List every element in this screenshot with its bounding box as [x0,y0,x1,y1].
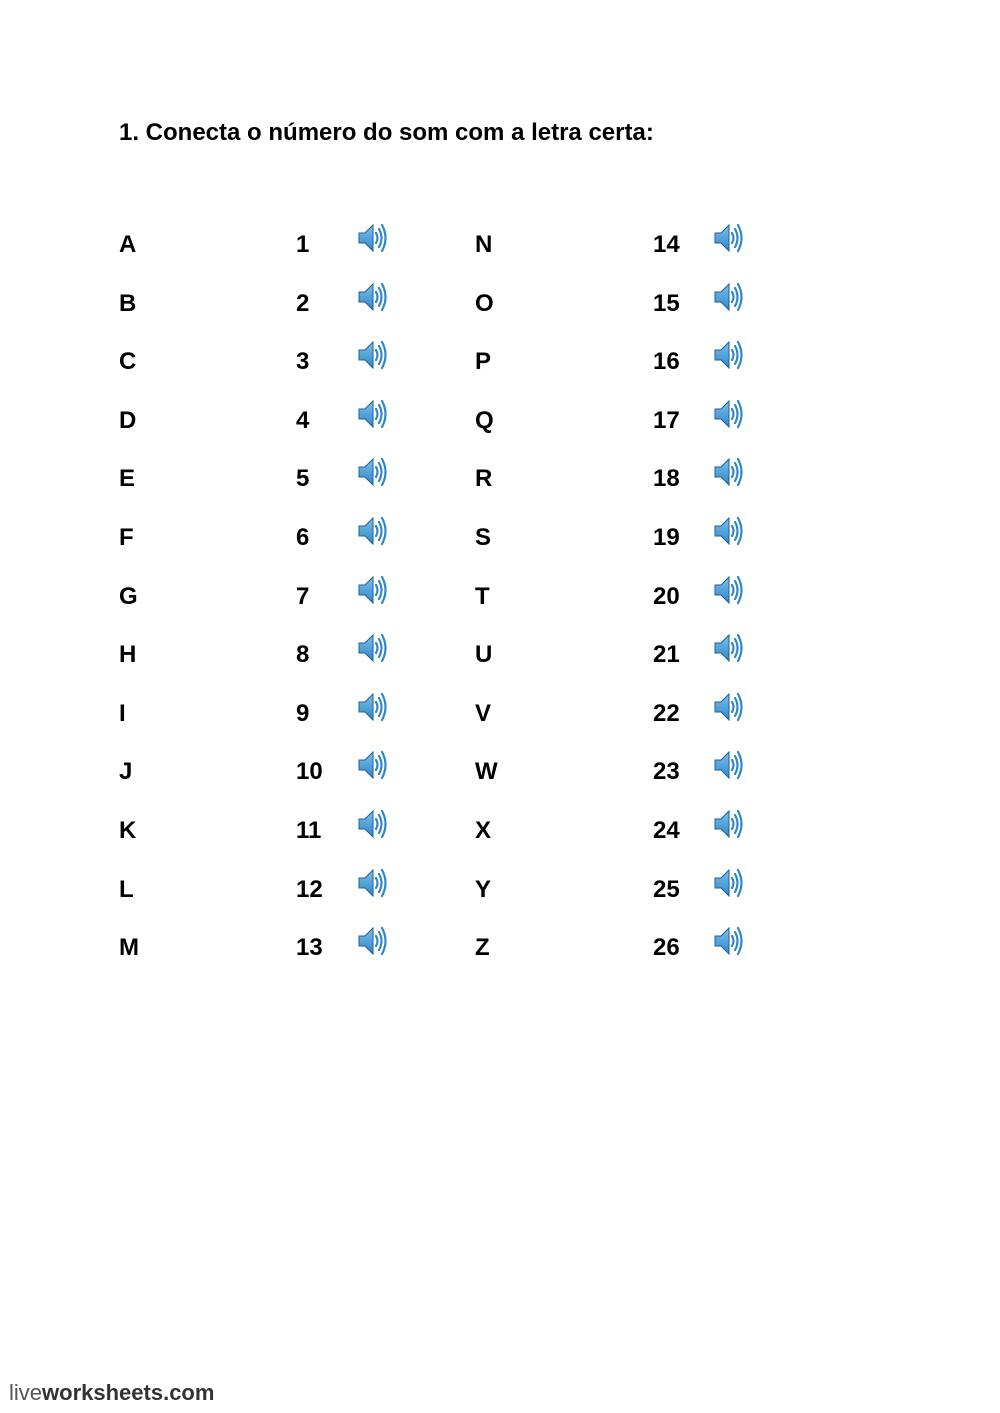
letter-label: D [119,407,137,434]
letter-label: R [475,465,493,492]
sound-number: 6 [296,524,310,551]
speaker-icon[interactable] [357,924,389,960]
sound-number: 15 [653,290,680,317]
sound-number: 16 [653,348,680,375]
speaker-icon[interactable] [713,807,745,843]
sound-number: 18 [653,465,680,492]
speaker-icon[interactable] [357,338,389,374]
sound-number: 5 [296,465,310,492]
logo-text-light: live [9,1380,43,1405]
speaker-icon[interactable] [713,514,745,550]
speaker-icon[interactable] [713,690,745,726]
letter-label: L [119,876,134,903]
sound-number: 8 [296,641,310,668]
sound-number: 9 [296,700,310,727]
speaker-icon[interactable] [713,631,745,667]
alphabet-row [0,459,1000,499]
letter-label: K [119,817,137,844]
sound-number: 13 [296,934,323,961]
alphabet-row [0,342,1000,382]
speaker-icon[interactable] [713,924,745,960]
letter-label: H [119,641,137,668]
speaker-icon[interactable] [713,397,745,433]
alphabet-row [0,870,1000,910]
speaker-icon[interactable] [713,748,745,784]
sound-number: 1 [296,231,310,258]
speaker-icon[interactable] [713,221,745,257]
letter-label: O [475,290,494,317]
sound-number: 26 [653,934,680,961]
letter-label: N [475,231,493,258]
sound-number: 19 [653,524,680,551]
sound-number: 2 [296,290,310,317]
logo-text-suffix: .com [163,1380,215,1405]
alphabet-row [0,635,1000,675]
alphabet-row [0,518,1000,558]
letter-label: U [475,641,493,668]
sound-number: 12 [296,876,323,903]
sound-number: 10 [296,758,323,785]
letter-label: Z [475,934,490,961]
alphabet-row [0,811,1000,851]
sound-number: 11 [296,817,322,844]
letter-label: T [475,583,490,610]
letter-label: F [119,524,134,551]
liveworksheets-logo [9,1380,214,1406]
letter-label: V [475,700,492,727]
sound-number: 21 [653,641,680,668]
letter-label: S [475,524,492,551]
sound-number: 22 [653,700,680,727]
speaker-icon[interactable] [713,866,745,902]
sound-number: 4 [296,407,310,434]
sound-number: 14 [653,231,680,258]
letter-label: W [475,758,498,785]
letter-label: M [119,934,139,961]
sound-number: 7 [296,583,310,610]
sound-number: 23 [653,758,680,785]
sound-number: 24 [653,817,680,844]
sound-number: 20 [653,583,680,610]
speaker-icon[interactable] [357,631,389,667]
alphabet-row [0,752,1000,792]
speaker-icon[interactable] [713,338,745,374]
letter-label: I [119,700,126,727]
alphabet-row [0,401,1000,441]
alphabet-row [0,577,1000,617]
letter-label: E [119,465,136,492]
letter-label: X [475,817,492,844]
sound-number: 3 [296,348,310,375]
sound-number: 25 [653,876,680,903]
speaker-icon[interactable] [713,573,745,609]
letter-label: G [119,583,138,610]
alphabet-row [0,225,1000,265]
letter-label: J [119,758,133,785]
alphabet-row [0,284,1000,324]
letter-label: P [475,348,492,375]
letter-label: B [119,290,137,317]
letter-label: Y [475,876,492,903]
speaker-icon[interactable] [357,455,389,491]
sound-number: 17 [653,407,680,434]
logo-text-bold: worksheets [42,1380,164,1405]
alphabet-row [0,928,1000,968]
speaker-icon[interactable] [713,455,745,491]
speaker-icon[interactable] [713,280,745,316]
speaker-icon[interactable] [357,866,389,902]
letter-label: C [119,348,137,375]
speaker-icon[interactable] [357,807,389,843]
speaker-icon[interactable] [357,514,389,550]
speaker-icon[interactable] [357,573,389,609]
speaker-icon[interactable] [357,397,389,433]
letter-label: A [119,231,137,258]
speaker-icon[interactable] [357,221,389,257]
speaker-icon[interactable] [357,748,389,784]
speaker-icon[interactable] [357,690,389,726]
letter-label: Q [475,407,494,434]
speaker-icon[interactable] [357,280,389,316]
exercise-title: 1. Conecta o número do som com a letra certa: [119,119,654,146]
alphabet-row [0,694,1000,734]
